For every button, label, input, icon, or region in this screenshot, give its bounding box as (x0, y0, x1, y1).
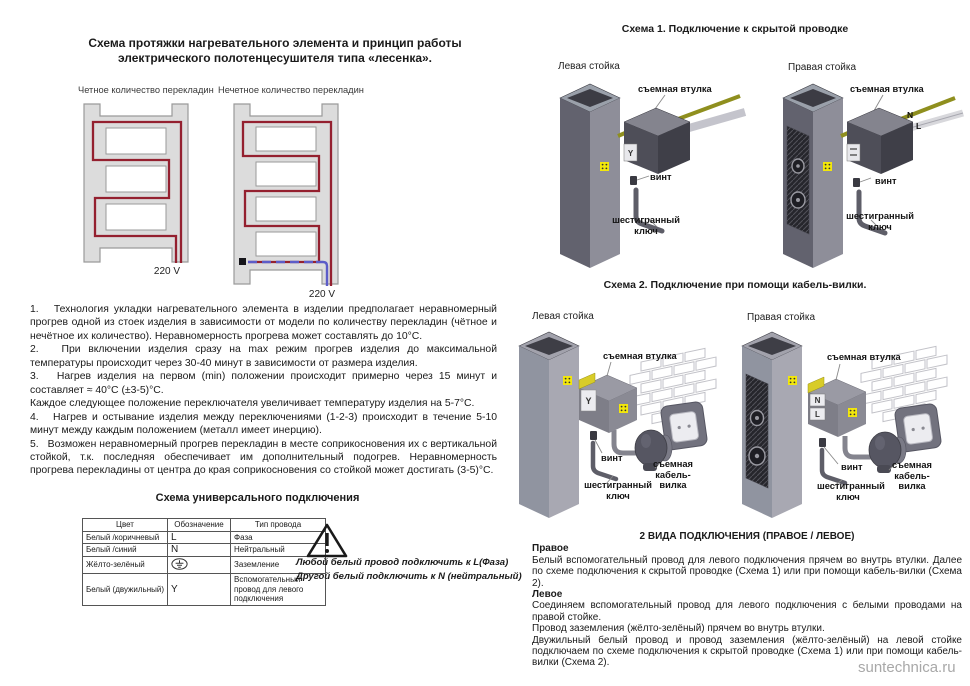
note-4: 4. Нагрев и остывание изделия между переключениями (1-2-3) происходит в течение 5-10 минут между каждым положением (металл имеет инерцию). (30, 411, 497, 437)
wire-L-label: L (916, 121, 922, 131)
scheme2-right-plug-label: съемная кабель-вилка (892, 460, 932, 491)
note-5: 5. Возможен неравномерный прогрев перекладин в месте соприкосновения их с вертикальной стойкой, т.к. последняя обеспечивает им дополнительный подогрев. Неравномерность прогрева перекладины от центра до края соприкосновения со стойкой может достигать (3-5)°С. (30, 438, 497, 477)
voltage-label-odd: 220 V (308, 289, 336, 300)
table-row (83, 574, 326, 606)
warning-sticker-icon (600, 162, 609, 171)
cell-color: Белый (двужильный) (83, 574, 168, 606)
col-header-color: Цвет (83, 519, 168, 532)
screw (819, 438, 826, 447)
cell-type: Вспомогательный провод для левого подключения (231, 574, 326, 606)
left-connection-text1: Соединяем вспомогательный провод для левого подключения с белыми проводами на правой стойке. (532, 600, 962, 623)
warning-text (296, 556, 522, 584)
warning-line2: Другой белый подключить к N (нейтральный) (296, 571, 522, 582)
cell-mark-ground (168, 556, 231, 574)
cell-color: Белый /синий (83, 544, 168, 557)
cell-color: Жёлто-зелёный (83, 556, 168, 574)
scheme2-right-stand-label: Правая стойка (747, 312, 816, 323)
scheme1-left-sleeve-label: съемная втулка (638, 84, 712, 94)
ladder-odd-caption: Нечетное количество перекладин (218, 85, 364, 95)
left-connection-text3: Двужильный белый провод и провод заземления (жёлто-зелёный) на левой стойке подключаем по схеме подключения к скрытой проводке (Схема 1) или при помощи кабель-вилки (Схема 2). (532, 634, 962, 669)
ladder-even-caption: Четное количество перекладин (78, 85, 214, 95)
cell-type: Заземление (231, 556, 326, 574)
wire-junction-dot (239, 258, 246, 265)
note-3a: Каждое следующее положение переключателя увеличивает температуру изделия на 5-7°С. (30, 398, 475, 410)
scheme1-heading: Схема 1. Подключение к скрытой проводке (621, 23, 849, 35)
warning-sticker-icon (788, 376, 797, 385)
scheme1-right-stand-label: Правая стойка (788, 62, 857, 73)
wire-color-table (82, 518, 326, 606)
right-connection-title: Правое (532, 543, 569, 555)
terminal-Y-label: Y (627, 149, 634, 158)
scheme1-left-hexkey-label: шестигранный ключ (612, 215, 680, 236)
note-1: 1. Технология укладки нагревательного элемента в изделии предполагает неравномерный прогрев одной из стоек изделия в зависимости от модели по количеству перекладин (чётное и нечётное их количество). Неравномерность прогрева может составлять до 10°С. (30, 304, 497, 342)
scheme2-right-sleeve-label: съемная втулка (827, 352, 901, 362)
cell-type: Нейтральный (231, 544, 326, 557)
scheme2-right-screw-label: винт (841, 462, 863, 472)
scheme1-left-screw-label: винт (650, 172, 672, 182)
scheme1-right-screw-label: винт (875, 176, 897, 186)
screw (590, 431, 597, 440)
scheme1-right-sleeve-label: съемная втулка (850, 84, 924, 94)
site-watermark: suntechnica.ru (858, 659, 956, 676)
cell-color: Белый /коричневый (83, 531, 168, 544)
cell-mark-N: N (168, 544, 231, 557)
col-header-mark: Обозначение (168, 519, 231, 532)
screw (630, 176, 637, 185)
ladder-odd-diagram (222, 98, 362, 298)
scheme2-left-sleeve-label: съемная втулка (603, 351, 677, 361)
warning-sticker-icon (823, 162, 832, 171)
power-cable (845, 436, 872, 457)
page-title-line2: электрического полотенцесушителя типа «лесенка». (117, 51, 433, 65)
scheme2-heading: Схема 2. Подключение при помощи кабель-вилки. (603, 279, 867, 291)
voltage-label-even: 220 V (153, 266, 181, 277)
table-row (83, 544, 326, 557)
cell-type: Фаза (231, 531, 326, 544)
scheme1-right-illustration (763, 70, 970, 275)
universal-connection-heading: Схема универсального подключения (155, 492, 360, 504)
note-2: 2. При включении изделия сразу на max режим прогрев изделия до максимальной температуры происходит через 30-40 минут в зависимости от размера изделия. (30, 344, 497, 369)
cell-mark-L: L (168, 531, 231, 544)
screw (853, 178, 860, 187)
scheme2-left-plug-label: съемная кабель-вилка (653, 459, 693, 490)
connection-types-heading: 2 ВИДА ПОДКЛЮЧЕНИЯ (ПРАВОЕ / ЛЕВОЕ) (639, 531, 855, 542)
note-3: 3. Нагрев изделия на первом (min) положении происходит примерно через 15 минут и составляет ≈ 40°С (±3-5)°С. (30, 371, 497, 396)
notes-block (30, 303, 497, 478)
right-connection-text: Белый вспомогательный провод для левого подключения прячем во внутрь втулки. Далее по схеме подключения к скрытой проводке (Схема 1) или при помощи кабель-вилки (Схема 2). (532, 554, 962, 589)
scheme2-left-hexkey-label: шестигранный ключ (584, 480, 652, 501)
wire-N-label: N (907, 110, 914, 120)
terminal-L-label: L (815, 410, 820, 419)
page-title (30, 36, 520, 66)
left-connection-text2: Провод заземления (жёлто-зелёный) прячем во внутрь втулки. (532, 623, 825, 635)
table-header-row (83, 519, 326, 532)
warning-icon (305, 522, 349, 560)
page-title-line1: Схема протяжки нагревательного элемента и принцип работы (88, 36, 462, 50)
scheme1-left-stand-label: Левая стойка (558, 61, 620, 72)
warning-sticker-icon (848, 408, 857, 417)
table-row (83, 556, 326, 574)
col-header-type: Тип провода (231, 519, 326, 532)
left-connection-title: Левое (532, 589, 563, 601)
terminal-Y-label: Y (585, 396, 592, 406)
warning-line1: Любой белый провод подключить к L(Фаза) (296, 557, 509, 568)
warning-sticker-icon (619, 404, 628, 413)
scheme2-left-screw-label: винт (601, 453, 623, 463)
connection-types-block (532, 531, 962, 669)
scheme2-right-hexkey-label: шестигранный ключ (817, 481, 885, 502)
scheme2-left-stand-label: Левая стойка (532, 311, 594, 322)
scheme1-right-hexkey-label: шестигранный ключ (846, 211, 914, 232)
cell-mark-Y: Y (168, 574, 231, 606)
ladder-even-diagram (72, 98, 212, 273)
table-row (83, 531, 326, 544)
terminal-N-label: N (814, 396, 821, 405)
earth-ground-icon (171, 558, 188, 570)
warning-sticker-icon (563, 376, 572, 385)
